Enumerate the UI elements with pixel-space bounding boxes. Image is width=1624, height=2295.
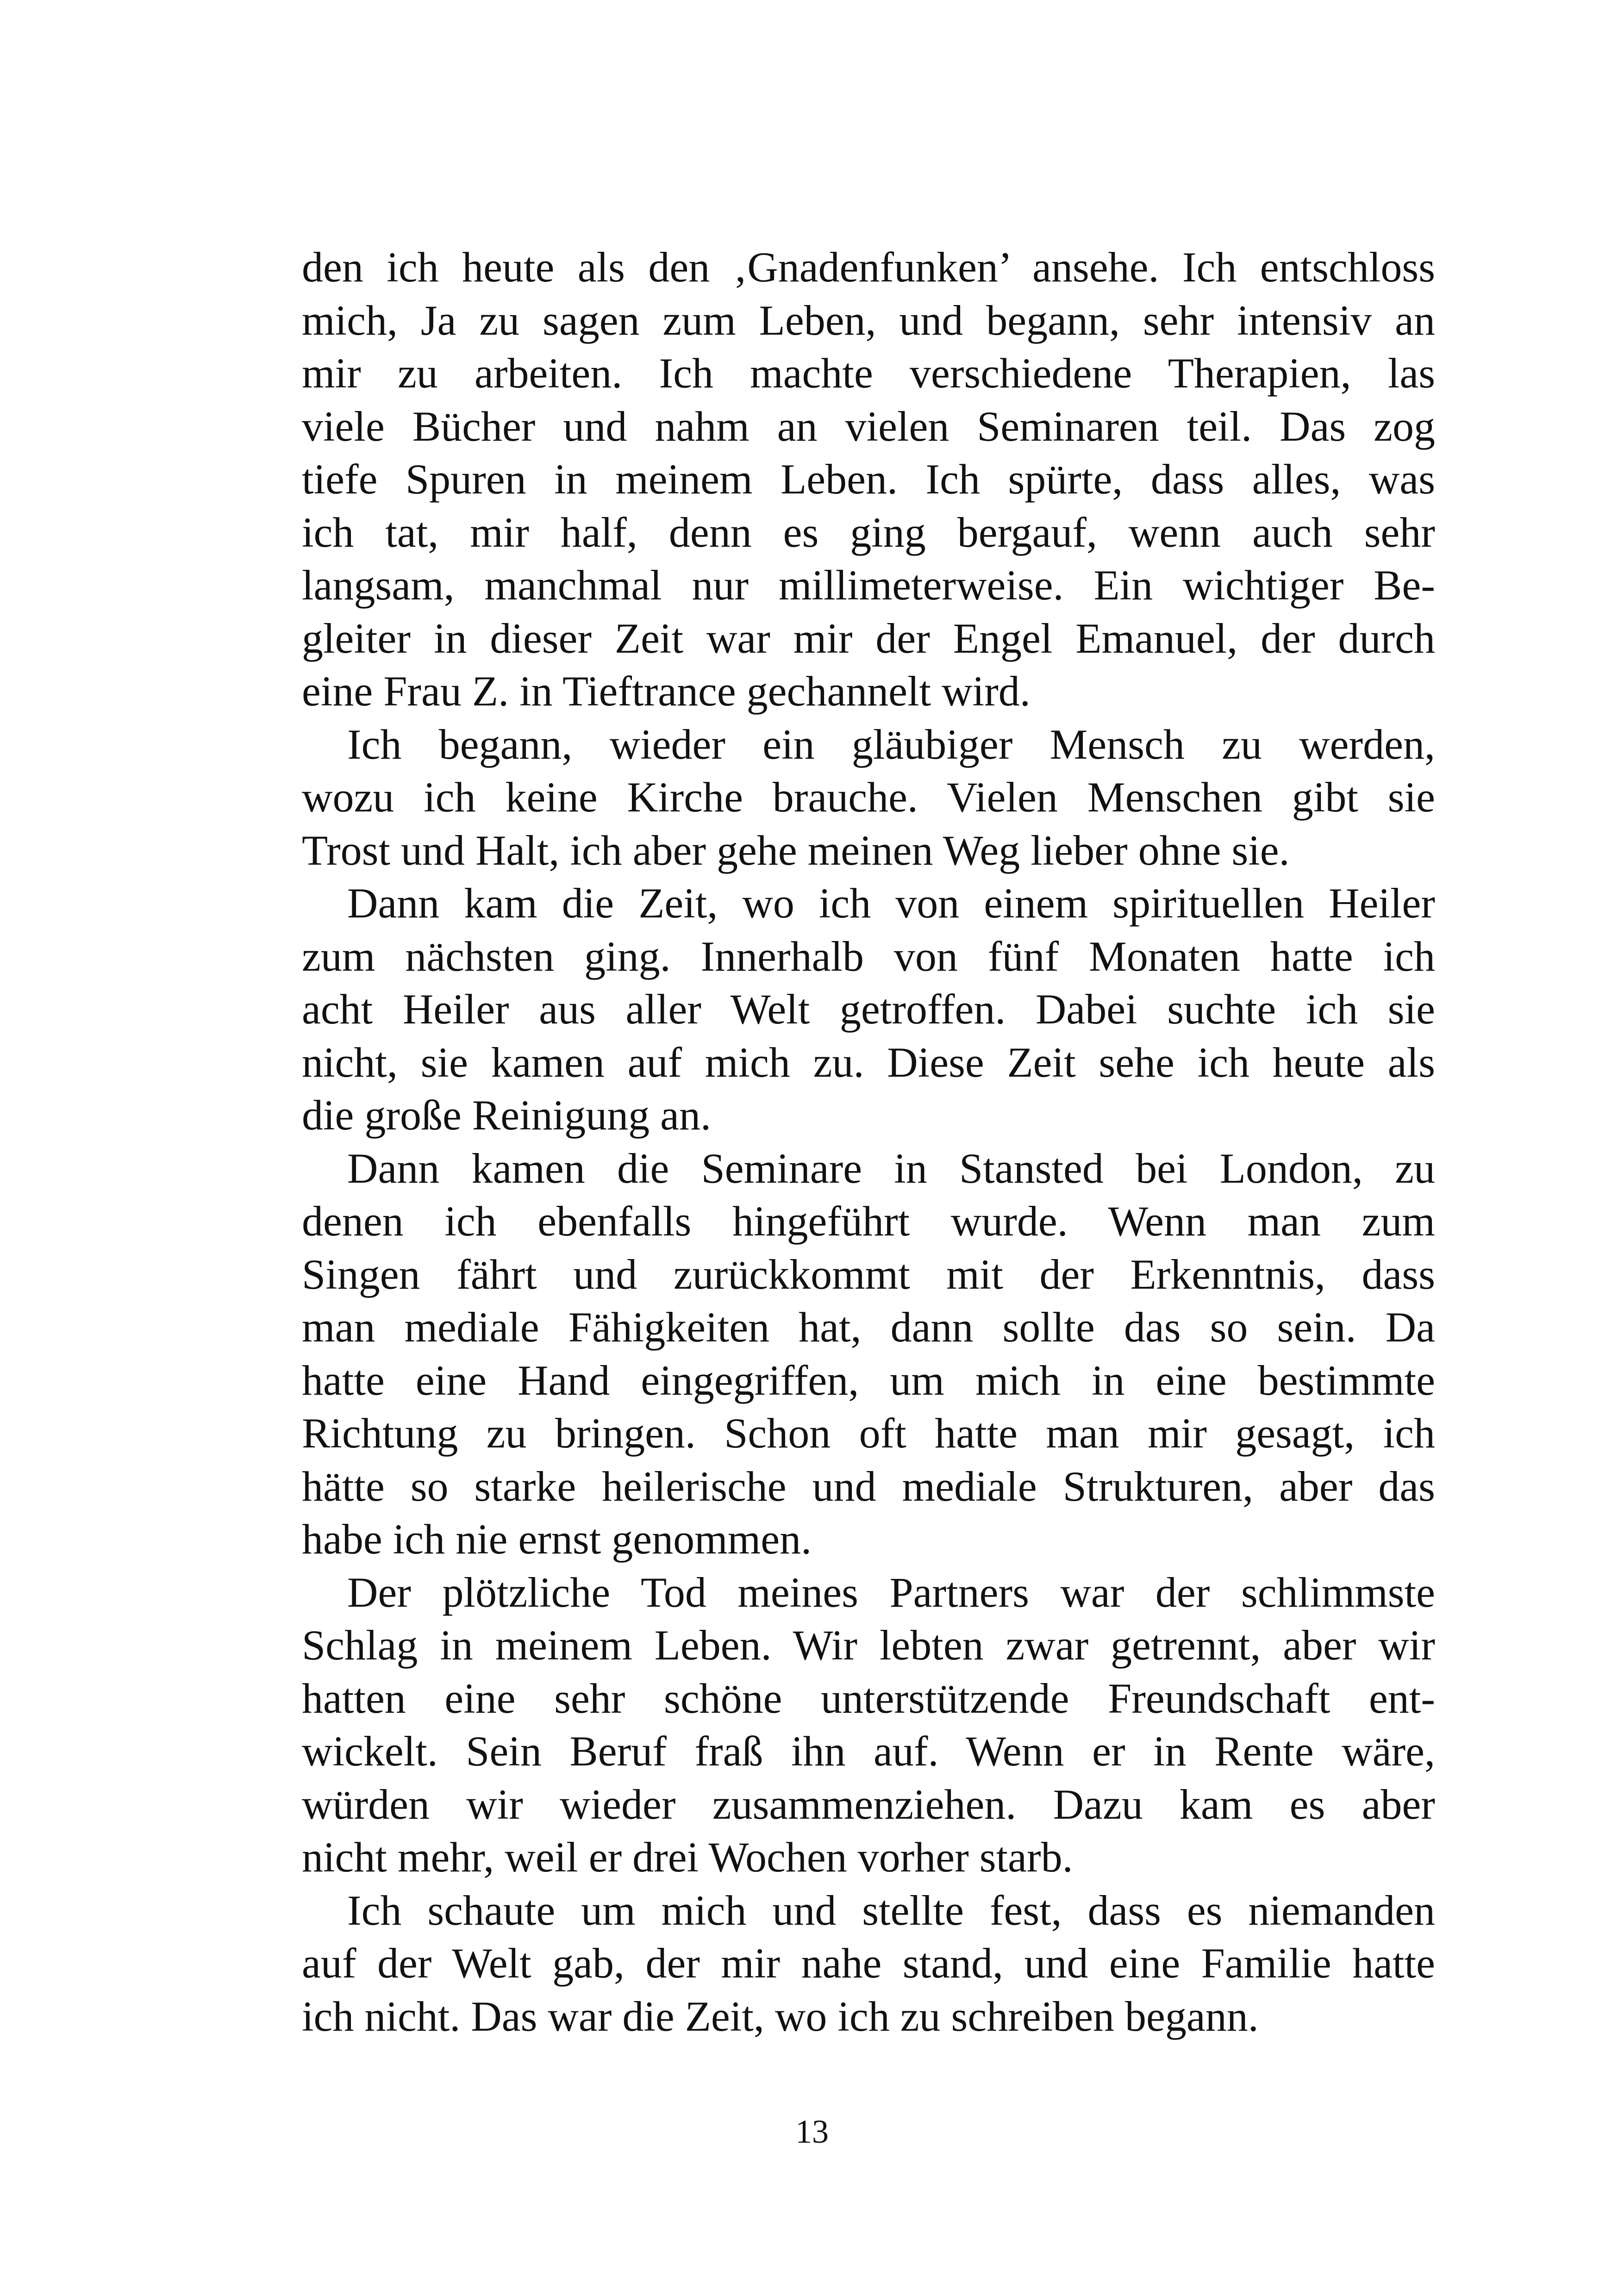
paragraph [302,718,1435,877]
text-line: ich nicht. Das war die Zeit, wo ich zu schreiben begann. [302,1992,1259,2040]
text-line: acht Heiler aus aller Welt getroffen. Dabei suchte ich sie [302,985,1435,1033]
paragraph [302,1142,1435,1566]
text-line: nicht mehr, weil er drei Wochen vorher starb. [302,1834,1073,1881]
text-line: Dann kamen die Seminare in Stansted bei London, zu [347,1144,1435,1192]
text-line: viele Bücher und nahm an vielen Seminaren teil. Das zog [302,402,1435,450]
text-line: gleiter in dieser Zeit war mir der Engel Emanuel, der durch [302,614,1435,662]
text-line: mich, Ja zu sagen zum Leben, und begann, sehr intensiv an [302,296,1435,344]
text-line: wozu ich keine Kirche brauche. Vielen Menschen gibt sie [302,773,1435,821]
text-line: würden wir wieder zusammenziehen. Dazu kam es aber [302,1780,1435,1828]
text-line: Singen fährt und zurückkommt mit der Erkenntnis, dass [302,1250,1435,1298]
text-line: hätte so starke heilerische und mediale Strukturen, aber das [302,1462,1435,1510]
text-line: ich tat, mir half, denn es ging bergauf, wenn auch sehr [302,508,1435,556]
text-line: Richtung zu bringen. Schon oft hatte man mir gesagt, ich [302,1409,1435,1457]
text-line: hatten eine sehr schöne unterstützende Freundschaft ent- [302,1674,1435,1722]
body-text [302,241,1435,2043]
text-line: Ich begann, wieder ein gläubiger Mensch zu werden, [347,720,1435,768]
paragraph [302,1884,1435,2043]
text-line: hatte eine Hand eingegriffen, um mich in eine bestimmte [302,1356,1435,1404]
text-line: Ich schaute um mich und stellte fest, dass es niemanden [347,1886,1435,1934]
text-line: die große Reinigung an. [302,1091,712,1139]
text-line: auf der Welt gab, der mir nahe stand, und eine Familie hatte [302,1940,1435,1987]
text-line: Dann kam die Zeit, wo ich von einem spirituellen Heiler [347,879,1435,927]
text-line: Trost und Halt, ich aber gehe meinen Weg lieber ohne sie. [302,826,1290,874]
page-number: 13 [795,2113,829,2150]
text-line: mir zu arbeiten. Ich machte verschiedene Therapien, las [302,349,1435,397]
paragraph [302,877,1435,1142]
text-line: den ich heute als den ‚Gnadenfunken’ ansehe. Ich entschloss [302,243,1435,291]
paragraph [302,241,1435,718]
text-line: wickelt. Sein Beruf fraß ihn auf. Wenn er in Rente wäre, [302,1727,1435,1775]
text-line: man mediale Fähigkeiten hat, dann sollte das so sein. Da [302,1303,1435,1351]
paragraph [302,1566,1435,1884]
text-line: habe ich nie ernst genommen. [302,1515,812,1563]
text-line: nicht, sie kamen auf mich zu. Diese Zeit sehe ich heute als [302,1038,1435,1086]
text-line: Schlag in meinem Leben. Wir lebten zwar getrennt, aber wir [302,1621,1435,1669]
text-line: langsam, manchmal nur millimeterweise. Ein wichtiger Be- [302,561,1435,609]
text-line: Der plötzliche Tod meines Partners war der schlimmste [347,1568,1435,1616]
text-line: denen ich ebenfalls hingeführt wurde. Wenn man zum [302,1197,1435,1245]
text-line: eine Frau Z. in Tieftrance gechannelt wird. [302,667,1031,715]
text-line: tiefe Spuren in meinem Leben. Ich spürte, dass alles, was [302,455,1435,503]
text-line: zum nächsten ging. Innerhalb von fünf Monaten hatte ich [302,932,1435,980]
